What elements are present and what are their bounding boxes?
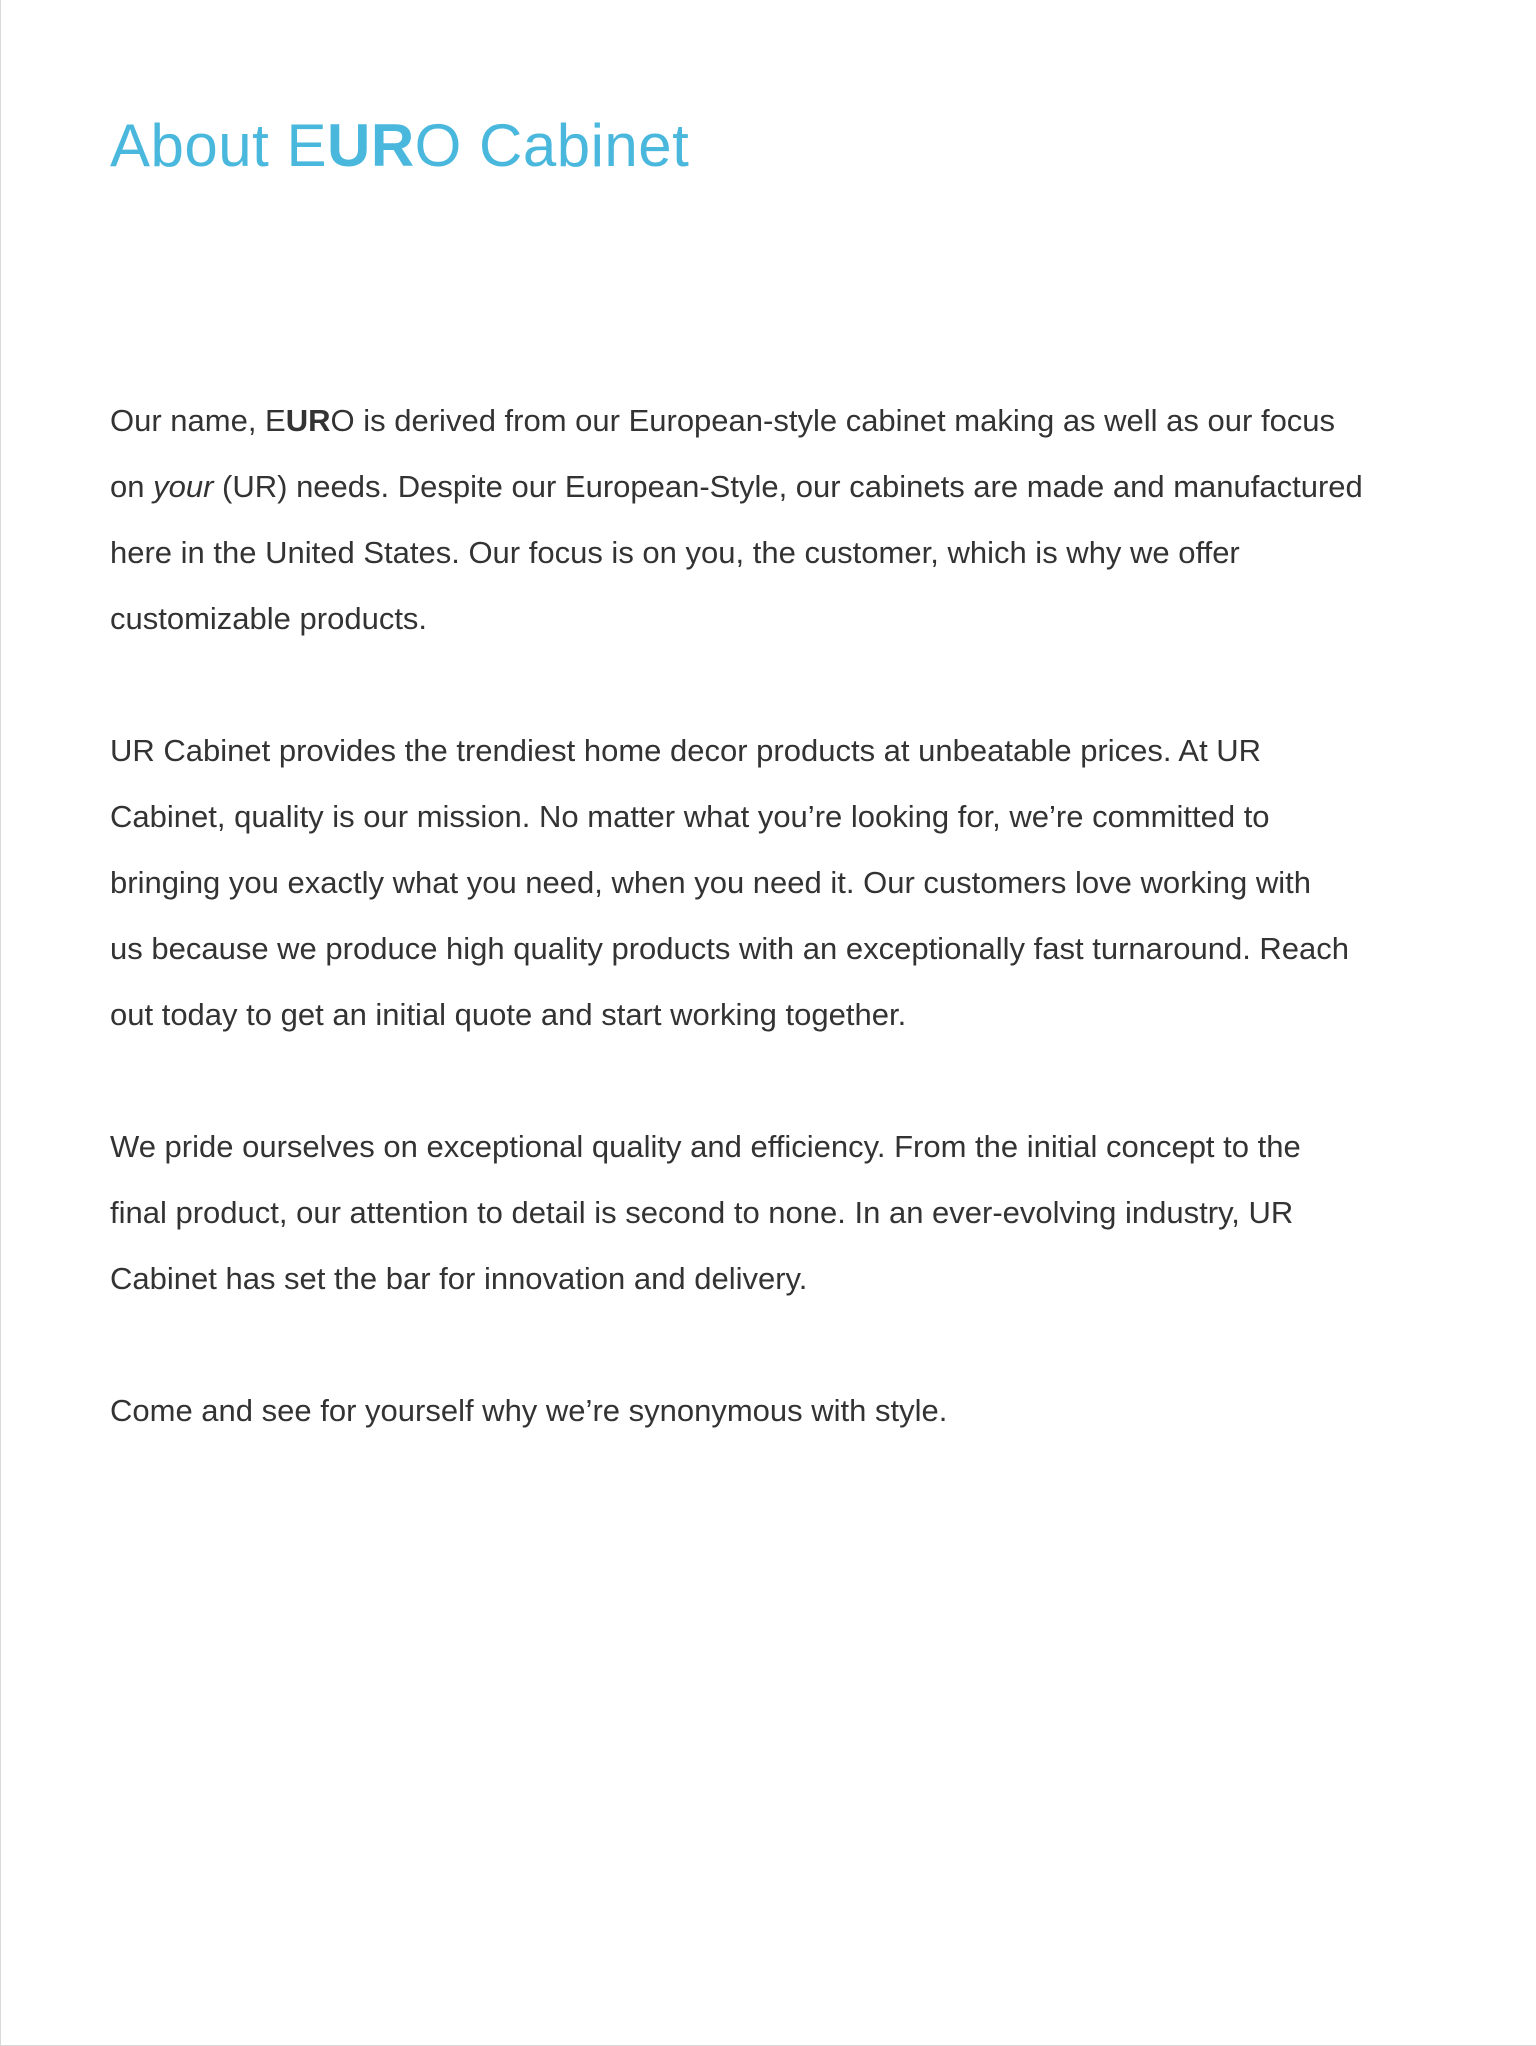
text-line: here in the United States. Our focus is on you, the customer, which is why we offer [110,535,1240,570]
bold-text: UR [285,403,331,438]
paragraph-quality-efficiency [110,1114,1430,1312]
text-line [110,388,1430,454]
text-segment: on [110,469,154,504]
title-prefix: About E [110,112,327,179]
text-line: bringing you exactly what you need, when you need it. Our customers love working with [110,865,1312,900]
text-line: We pride ourselves on exceptional quality and efficiency. From the initial concept to the [110,1129,1301,1164]
text-line [110,454,1430,520]
paragraph-name-origin [110,388,1430,652]
title-emphasis: UR [327,112,415,179]
italic-text: your [153,469,214,504]
text-line: customizable products. [110,601,428,636]
title-suffix: O Cabinet [414,112,690,179]
text-line: us because we produce high quality products with an exceptionally fast turnaround. Reach [110,931,1350,966]
text-line: UR Cabinet provides the trendiest home decor products at unbeatable prices. At UR [110,733,1262,768]
text-segment: O is derived from our European-style cabinet making as well as our focus [330,403,1336,438]
text-line: Cabinet, quality is our mission. No matter what you’re looking for, we’re committed to [110,799,1270,834]
text-line: Come and see for yourself why we’re synonymous with style. [110,1393,948,1428]
paragraph-trendiest-products [110,718,1430,1048]
text-line: final product, our attention to detail is second to none. In an ever-evolving industry, UR [110,1195,1294,1230]
paragraph-closing [110,1378,1430,1444]
text-line: Cabinet has set the bar for innovation and delivery. [110,1261,808,1296]
page-title [110,108,689,184]
text-segment: (UR) needs. Despite our European-Style, our cabinets are made and manufactured [213,469,1363,504]
text-segment: Our name, E [110,403,286,438]
text-line: out today to get an initial quote and start working together. [110,997,907,1032]
body-text [110,388,1430,1444]
